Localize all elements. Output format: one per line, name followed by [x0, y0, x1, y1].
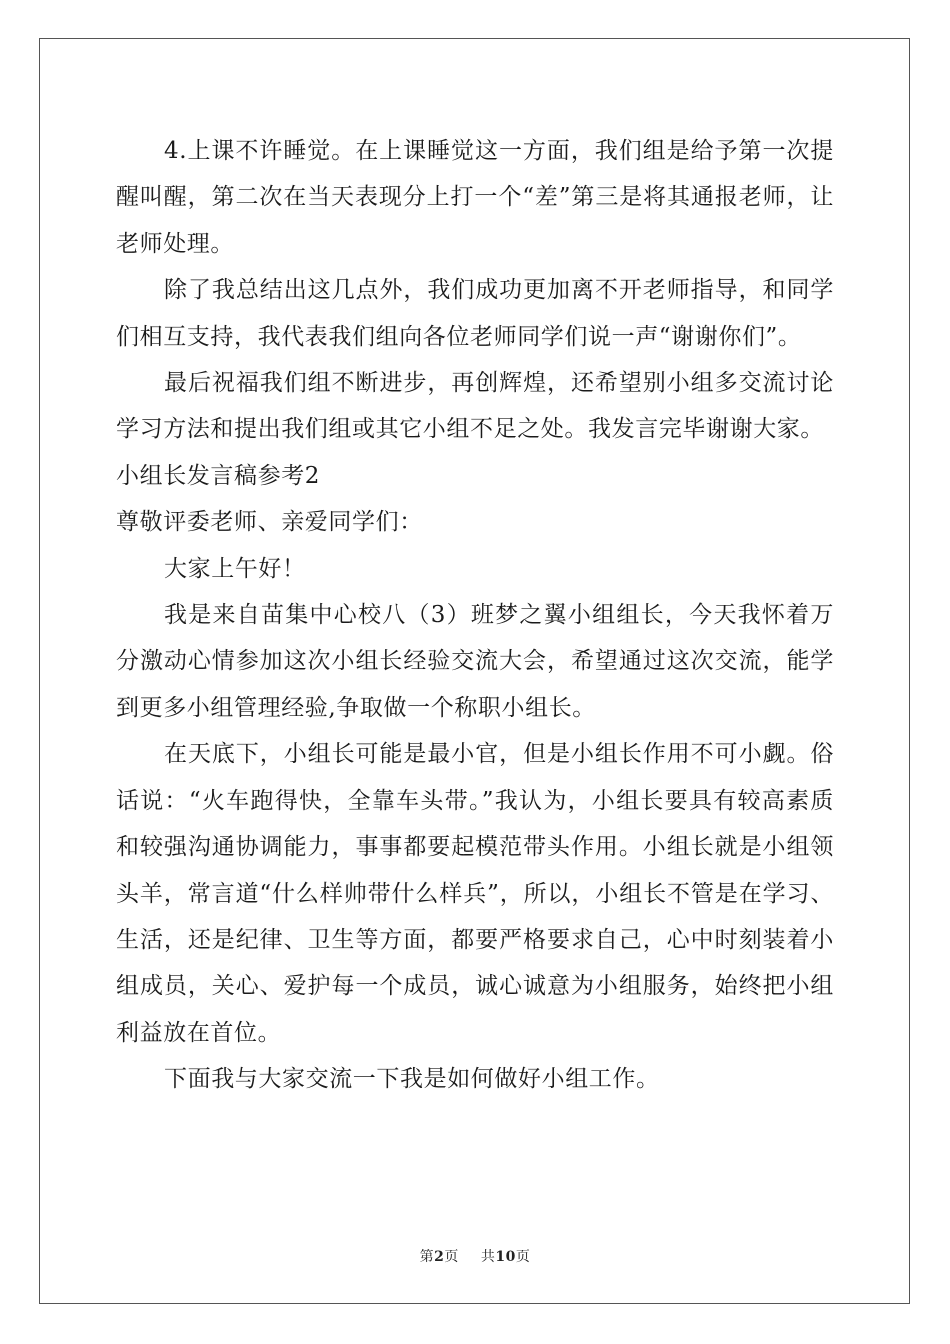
paragraph-introduction: 我是来自苗集中心校八（3）班梦之翼小组组长，今天我怀着万分激动心情参加这次小组长经验交流大会，希望通过这次交流，能学到更多小组管理经验,争取做一个称职小组长。 [116, 602, 834, 721]
section-heading: 小组长发言稿参考2 [116, 462, 321, 489]
footer-page-suffix: 页 [444, 1249, 459, 1265]
footer-total-suffix: 页 [515, 1249, 531, 1265]
paragraph-greeting: 大家上午好！ [164, 555, 306, 582]
paragraph-thanks: 除了我总结出这几点外，我们成功更加离不开老师指导，和同学们相互支持，我代表我们组向各位老师同学们说一声“谢谢你们”。 [116, 277, 834, 350]
footer-total-pages: 10 [495, 1249, 516, 1265]
paragraph-rule-sleeping: 4.上课不许睡觉。在上课睡觉这一方面，我们组是给予第一次提醒叫醒，第二次在当天表现分上打一个“差”第三是将其通报老师，让老师处理。 [116, 138, 834, 257]
footer-page-number: 2 [434, 1249, 445, 1265]
footer-page-prefix: 第 [419, 1249, 435, 1265]
paragraph-transition: 下面我与大家交流一下我是如何做好小组工作。 [164, 1066, 660, 1093]
page-footer [0, 1246, 950, 1266]
paragraph-closing: 最后祝福我们组不断进步，再创辉煌，还希望别小组多交流讨论学习方法和提出我们组或其它小组不足之处。我发言完毕谢谢大家。 [116, 370, 834, 443]
paragraph-leader-role: 在天底下，小组长可能是最小官，但是小组长作用不可小觑。俗话说：“火车跑得快，全靠车头带。”我认为，小组长要具有较高素质和较强沟通协调能力，事事都要起模范带头作用。小组长就是小组领头羊，常言道“什么样帅带什么样兵”，所以，小组长不管是在学习、生活，还是纪律、卫生等方面，都要严格要求自己，心中时刻装着小组成员，关心、爱护每一个成员，诚心诚意为小组服务，始终把小组利益放在首位。 [116, 741, 834, 1046]
footer-total-prefix: 共 [480, 1249, 496, 1265]
document-body [116, 128, 834, 1103]
salutation: 尊敬评委老师、亲爱同学们： [116, 509, 423, 536]
